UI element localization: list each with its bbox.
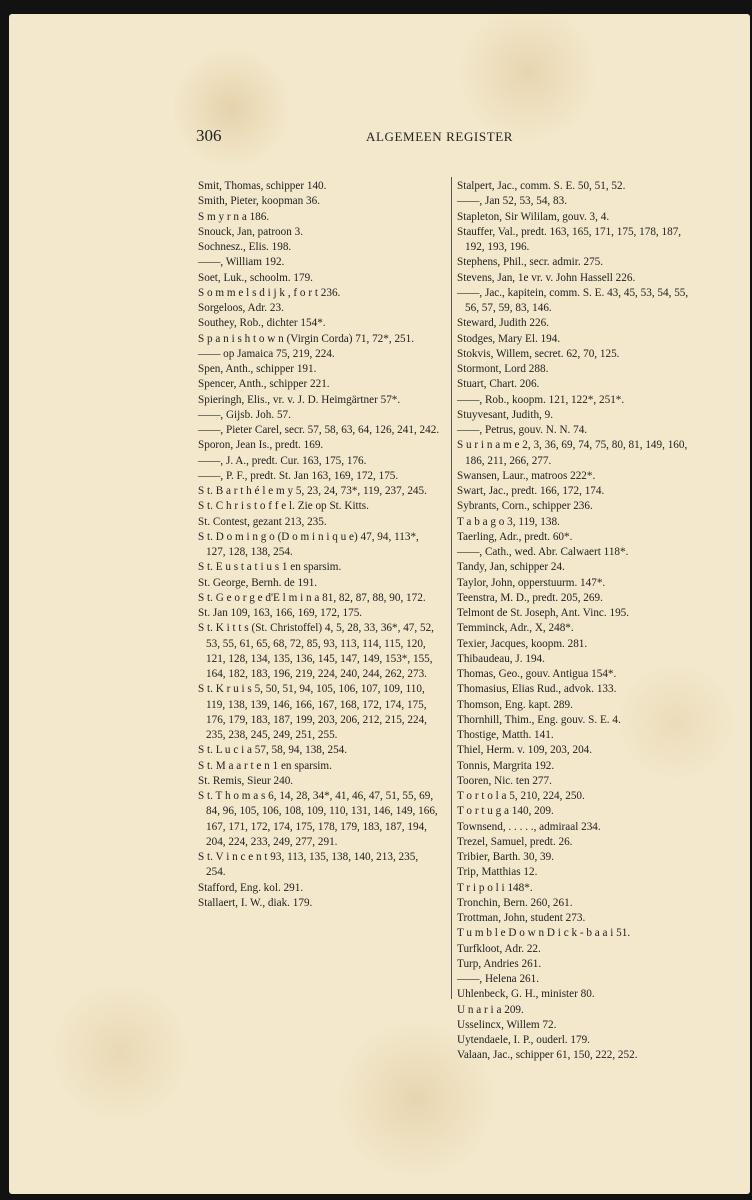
- index-entry: T o r t o l a 5, 210, 224, 250.: [457, 790, 585, 802]
- index-entry: S t. B a r t h é l e m y 5, 23, 24, 73*, 119, 237, 245.: [198, 485, 427, 497]
- index-entry: Tooren, Nic. ten 277.: [457, 774, 552, 787]
- index-entry: S m y r n a 186.: [198, 210, 270, 223]
- index-entry: Temminck, Adr., X, 248*.: [457, 622, 574, 635]
- index-entry: T u m b l e D o w n D i c k - b a a i 51.: [457, 927, 631, 940]
- index-entry: St. George, Bernh. de 191.: [198, 576, 318, 589]
- index-entry: Telmont de St. Joseph, Ant. Vinc. 195.: [457, 607, 630, 619]
- index-entry: S t. T h o m a s 6, 14, 28, 34*, 41, 46, 47, 51, 55, 69, 84, 96, 105, 106, 108, 109, 110, 131, 146, 149, 166, 167, 171, 172, 174, 175, 178, 179, 183, 187, 194, 204, 224, 233, 249, 277, 291.: [198, 790, 438, 848]
- running-head: ALGEMEEN REGISTER: [366, 129, 514, 144]
- index-entry: Thornhill, Thim., Eng. gouv. S. E. 4.: [457, 713, 621, 726]
- index-entry: Thomasius, Elias Rud., advok. 133.: [457, 683, 617, 696]
- index-entry: Thomas, Geo., gouv. Antigua 154*.: [457, 668, 617, 680]
- index-entry: T r i p o l i 148*.: [457, 881, 533, 894]
- index-entry: Stokvis, Willem, secret. 62, 70, 125.: [457, 347, 620, 360]
- index-entry: ——, Jac., kapitein, comm. S. E. 43, 45, 53, 54, 55, 56, 57, 59, 83, 146.: [457, 286, 689, 314]
- index-entry: Sochnesz., Elis. 198.: [198, 241, 292, 253]
- book-page: [9, 14, 750, 1194]
- index-entry: ——, Helena 261.: [457, 973, 540, 985]
- index-entry: Sybrants, Corn., schipper 236.: [457, 500, 593, 513]
- index-entry: S t. D o m i n g o (D o m i n i q u e) 47, 94, 113*, 127, 128, 138, 254.: [198, 530, 419, 558]
- index-entry: ——, Jan 52, 53, 54, 83.: [457, 195, 568, 208]
- index-entry: —— op Jamaica 75, 219, 224.: [198, 347, 335, 360]
- index-entry: Stafford, Eng. kol. 291.: [198, 881, 304, 894]
- index-entry: Smit, Thomas, schipper 140.: [198, 180, 327, 192]
- index-entry: Tonnis, Margrita 192.: [457, 759, 555, 772]
- index-entry: Smith, Pieter, koopman 36.: [198, 195, 320, 208]
- index-entry: S t. L u c i a 57, 58, 94, 138, 254.: [198, 744, 348, 757]
- index-entry: Steward, Judith 226.: [457, 317, 549, 330]
- index-entry: Uytendaele, I. P., ouderl. 179.: [457, 1034, 590, 1046]
- index-entry: Stallaert, I. W., diak. 179.: [198, 896, 313, 909]
- index-entry: Stephens, Phil., secr. admir. 275.: [457, 256, 604, 269]
- index-entry: ——, Rob., koopm. 121, 122*, 251*.: [457, 393, 625, 406]
- index-entry: Snouck, Jan, patroon 3.: [198, 225, 304, 238]
- index-entry: Stalpert, Jac., comm. S. E. 50, 51, 52.: [457, 180, 626, 192]
- column-divider: [451, 177, 452, 999]
- index-entry: S t. G e o r g e d'E l m i n a 81, 82, 87, 88, 90, 172.: [198, 591, 426, 604]
- index-entry: S t. M a a r t e n 1 en sparsim.: [198, 759, 332, 772]
- index-entry: Stevens, Jan, 1e vr. v. John Hassell 226.: [457, 271, 636, 284]
- index-entry: Sorgeloos, Adr. 23.: [198, 302, 284, 314]
- index-entry: T o r t u g a 140, 209.: [457, 805, 554, 818]
- index-entry: Tribier, Barth. 30, 39.: [457, 851, 555, 863]
- index-entry: Trezel, Samuel, predt. 26.: [457, 835, 573, 848]
- index-entry: Stuyvesant, Judith, 9.: [457, 408, 554, 421]
- index-entry: St. Remis, Sieur 240.: [198, 774, 294, 787]
- index-entry: Swart, Jac., predt. 166, 172, 174.: [457, 485, 605, 497]
- index-entry: Trottman, John, student 273.: [457, 912, 586, 924]
- index-entry: ——, J. A., predt. Cur. 163, 175, 176.: [198, 454, 367, 467]
- index-entry: S t. K i t t s (St. Christoffel) 4, 5, 28, 33, 36*, 47, 52, 53, 55, 61, 65, 68, 72, 85, 93, 113, 114, 115, 120, 121, 128, 134, 135, 136, 145, 147, 149, 153*, 155, 164, 182, 183, 196, 219, 224, 240, 244, 262, 273.: [198, 622, 434, 680]
- index-entry: Taerling, Adr., predt. 60*.: [457, 530, 573, 543]
- index-entry: ——, Pieter Carel, secr. 57, 58, 63, 64, 126, 241, 242.: [198, 424, 440, 436]
- index-entry: Thiel, Herm. v. 109, 203, 204.: [457, 744, 593, 757]
- index-entry: Swansen, Laur., matroos 222*.: [457, 469, 596, 482]
- index-entry: Tronchin, Bern. 260, 261.: [457, 896, 573, 909]
- index-entry: Tandy, Jan, schipper 24.: [457, 561, 565, 574]
- index-entry: S t. C h r i s t o f f e l. Zie op St. Kitts.: [198, 500, 369, 513]
- index-entry: St. Contest, gezant 213, 235.: [198, 515, 327, 528]
- index-entry: ——, William 192.: [198, 256, 285, 269]
- index-entry: Turfkloot, Adr. 22.: [457, 942, 541, 955]
- index-entry: S o m m e l s d i j k , f o r t 236.: [198, 286, 341, 299]
- index-entry: Stuart, Chart. 206.: [457, 378, 540, 391]
- page-header: [9, 126, 750, 150]
- index-column-right: [457, 179, 699, 1064]
- index-entry: Townsend, . . . . ., admiraal 234.: [457, 820, 601, 833]
- index-entry: St. Jan 109, 163, 166, 169, 172, 175.: [198, 607, 363, 619]
- index-entry: Trip, Matthias 12.: [457, 866, 538, 879]
- index-entry: ——, P. F., predt. St. Jan 163, 169, 172, 175.: [198, 469, 399, 482]
- index-entry: Thibaudeau, J. 194.: [457, 652, 545, 665]
- index-entry: Southey, Rob., dichter 154*.: [198, 317, 326, 330]
- index-entry: U n a r i a 209.: [457, 1003, 524, 1016]
- index-entry: Stodges, Mary El. 194.: [457, 332, 561, 345]
- index-entry: T a b a g o 3, 119, 138.: [457, 515, 560, 528]
- index-entry: Soet, Luk., schoolm. 179.: [198, 271, 313, 284]
- index-entry: Spencer, Anth., schipper 221.: [198, 378, 330, 391]
- index-entry: Uhlenbeck, G. H., minister 80.: [457, 988, 595, 1001]
- index-column-left: [198, 179, 440, 911]
- index-entry: S t. K r u i s 5, 50, 51, 94, 105, 106, 107, 109, 110, 119, 138, 139, 146, 166, 167, 168, 172, 174, 175, 176, 179, 183, 187, 199, 203, 206, 212, 215, 224, 235, 238, 245, 249, 251, 255.: [198, 683, 427, 741]
- index-entry: Stauffer, Val., predt. 163, 165, 171, 175, 178, 187, 192, 193, 196.: [457, 225, 682, 253]
- index-entry: ——, Petrus, gouv. N. N. 74.: [457, 424, 588, 436]
- index-entry: Teenstra, M. D., predt. 205, 269.: [457, 591, 603, 604]
- index-entry: Thomson, Eng. kapt. 289.: [457, 698, 573, 711]
- index-entry: Taylor, John, opperstuurm. 147*.: [457, 576, 606, 589]
- index-entry: Texier, Jacques, koopm. 281.: [457, 637, 588, 650]
- index-entry: Thostige, Matth. 141.: [457, 729, 554, 741]
- index-entry: S p a n i s h t o w n (Virgin Corda) 71, 72*, 251.: [198, 332, 415, 345]
- index-entry: Stormont, Lord 288.: [457, 363, 549, 375]
- index-entry: Valaan, Jac., schipper 61, 150, 222, 252.: [457, 1049, 638, 1062]
- page-number: 306: [196, 126, 222, 145]
- index-entry: ——, Cath., wed. Abr. Calwaert 118*.: [457, 546, 629, 558]
- index-entry: Sporon, Jean Is., predt. 169.: [198, 439, 324, 452]
- index-entry: Spieringh, Elis., vr. v. J. D. Heimgärtner 57*.: [198, 393, 401, 406]
- index-entry: Spen, Anth., schipper 191.: [198, 363, 317, 375]
- index-entry: Turp, Andries 261.: [457, 957, 542, 970]
- index-entry: S t. E u s t a t i u s 1 en sparsim.: [198, 561, 342, 574]
- index-entry: S t. V i n c e n t 93, 113, 135, 138, 140, 213, 235, 254.: [198, 851, 419, 879]
- index-entry: ——, Gijsb. Joh. 57.: [198, 408, 291, 421]
- index-entry: Stapleton, Sir Wililam, gouv. 3, 4.: [457, 210, 610, 223]
- index-entry: Usselincx, Willem 72.: [457, 1018, 557, 1031]
- index-entry: S u r i n a m e 2, 3, 36, 69, 74, 75, 80, 81, 149, 160, 186, 211, 266, 277.: [457, 439, 688, 467]
